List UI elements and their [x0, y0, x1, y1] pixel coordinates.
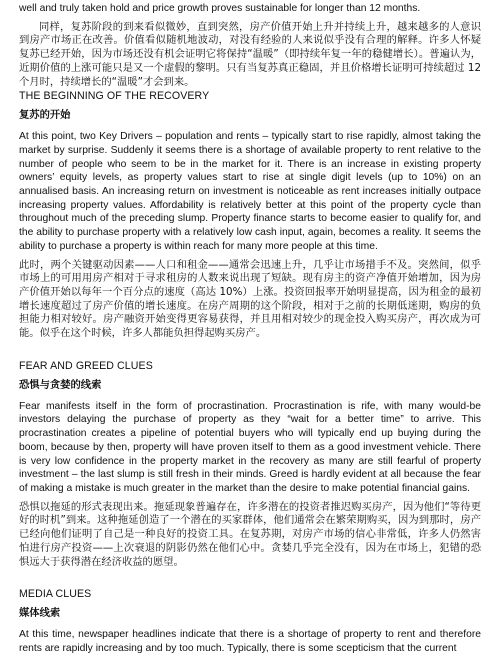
recovery-chinese-paragraph: 此时，两个关键驱动因素——人口和租金——通常会迅速上升，几乎让市场措手不及。突然间，似乎市场上的可用用房产相对于寻求租房的人数来说出现了短缺。现有房主的资产净值开始增加，因为房产价值开始以每年一个百分点的速度（高达 10%）上涨。投资回报率开始明显提高，因为租金的最初增长速度超过了房产价值的增长速度。在房产周期的这个阶段，相对于之前的长期低迷期，购房的负担能力相对较好。房产融资开始变得更容易获得，并且用相对较少的现金投入购买房产，再次成为可能。似乎在这个时候，许多人都能负担得起购买房产。 — [19, 258, 481, 340]
section-heading-fear-greed-chinese: 恐惧与贪婪的线索 — [19, 378, 102, 391]
spacer — [19, 620, 481, 628]
recovery-english-paragraph: At this point, two Key Drivers – population and rents – typically start to rise rapidly, almost taking the market by surprise. Suddenly it seems there is a shortage of available property to rent relative to the number of people who seem to be in the market for it. There is an increase in existing property owners’ equity levels, as property values start to rise at single digit levels (up to 10%) on an annualised basis. An increasing return on investment is noticeable as rent increases initially outpace increasing property values. Affordability is relatively better at this point of the property cycle than throughout much of the preceding slump. Property finance starts to become easier to qualify for, and the ability to purchase property with a relatively low cash input, again, becomes a reality. It seems the ability to purchase a property is within reach for many more people at this time. — [19, 131, 481, 252]
fear-greed-english-paragraph: Fear manifests itself in the form of procrastination. Procrastination is rife, with many would-be investors delaying the purchase of property as they “wait for a better time” to arrive. This procrastination creates a pipeline of potential buyers who will typically end up buying during the boom, because by then, property will have proven itself to them as a good investment vehicle. There is very low confidence in the property market in the recovery as many are still fearful of property investment – the last slump is still fresh in their minds. Greed is hardly evident at all because the fear of making a mistake is much greater in the market than the desire to make potential financial gains. — [19, 400, 481, 494]
section-heading-recovery-beginning: THE BEGINNING OF THE RECOVERY — [19, 90, 210, 103]
intro-chinese-paragraph: 同样，复苏阶段的到来看似微妙，直到突然，房产价值开始上升并持续上升，越来越多的人意识到房产市场正在改善。价值看似随机地波动，对没有经验的人来说似乎没有合理的解释。许多人怀疑复苏已经开始，因为市场还没有机会证明它将保持“温暖”（即持续年复一年的稳健增长）。普遍认为，近期价值的上涨可能只是又一个虚假的黎明。只有当复苏真正稳固，并且价格增长证明可持续超过 12 个月时，持续增长的“温暖”才会到来。 — [19, 20, 481, 88]
media-clues-english-paragraph: At this time, newspaper headlines indicate that there is a shortage of property to rent and therefore rents are rapidly increasing and by too much. Typically, there is some scepticism that the current — [19, 629, 481, 654]
section-heading-media-clues: MEDIA CLUES — [19, 588, 92, 601]
spacer — [19, 341, 481, 359]
section-heading-media-clues-chinese: 媒体线索 — [19, 607, 61, 620]
spacer — [19, 569, 481, 587]
section-heading-recovery-beginning-chinese: 复苏的开始 — [19, 109, 71, 122]
section-heading-fear-greed: FEAR AND GREED CLUES — [19, 359, 153, 372]
fear-greed-chinese-paragraph: 恐惧以拖延的形式表现出来。拖延现象普遍存在，许多潜在的投资者推迟购买房产，因为他们“等待更好的时机”到来。这种拖延创造了一个潜在的买家群体，他们通常会在繁荣期购买，因为到那时，房产已经向他们证明了自己是一种良好的投资工具。在复苏期，对房产市场的信心非常低，许多人仍然害怕进行房产投资——上次衰退的阴影仍然在他们心中。贪婪几乎完全没有，因为在市场上，犯错的恐惧远大于获得潜在经济收益的愿望。 — [19, 500, 481, 568]
spacer — [19, 392, 481, 400]
intro-english-tail: well and truly taken hold and price growth proves sustainable for longer than 12 months. — [19, 3, 421, 14]
spacer — [19, 122, 481, 130]
